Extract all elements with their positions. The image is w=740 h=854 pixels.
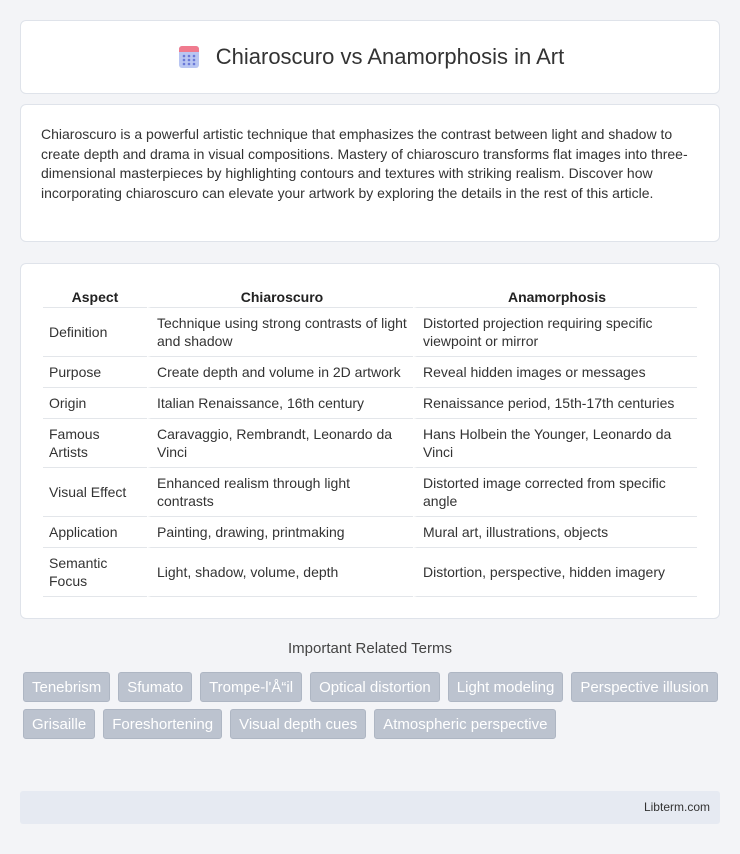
table-cell: Renaissance period, 15th-17th centuries xyxy=(413,388,697,419)
table-row xyxy=(43,468,697,517)
tag-tenebrism[interactable]: Tenebrism xyxy=(23,672,110,702)
header-aspect: Aspect xyxy=(43,284,147,308)
table-cell: Reveal hidden images or messages xyxy=(413,357,697,388)
tag-atmospheric-perspective[interactable]: Atmospheric perspective xyxy=(374,709,556,739)
header-chiaroscuro: Chiaroscuro xyxy=(147,284,413,308)
comparison-table xyxy=(43,284,697,597)
table-cell: Enhanced realism through light contrasts xyxy=(147,468,413,517)
table-cell: Light, shadow, volume, depth xyxy=(147,548,413,597)
table-cell: Hans Holbein the Younger, Leonardo da Vinci xyxy=(413,419,697,468)
table-cell: Visual Effect xyxy=(43,468,147,517)
table-row xyxy=(43,419,697,468)
tag-grisaille[interactable]: Grisaille xyxy=(23,709,95,739)
table-cell: Application xyxy=(43,517,147,548)
footer-brand[interactable]: Libterm.com xyxy=(643,800,710,814)
tag-light-modeling[interactable]: Light modeling xyxy=(448,672,564,702)
table-cell: Semantic Focus xyxy=(43,548,147,597)
table-cell: Distortion, perspective, hidden imagery xyxy=(413,548,697,597)
related-terms-list xyxy=(23,672,723,739)
table-cell: Famous Artists xyxy=(43,419,147,468)
header-anamorphosis: Anamorphosis xyxy=(413,284,697,308)
table-cell: Technique using strong contrasts of light and shadow xyxy=(147,308,413,357)
table-row xyxy=(43,517,697,548)
tag-sfumato[interactable]: Sfumato xyxy=(118,672,192,702)
calculator-grid-icon xyxy=(176,44,202,70)
table-header-row xyxy=(43,284,697,308)
table-cell: Distorted image corrected from specific angle xyxy=(413,468,697,517)
table-cell: Create depth and volume in 2D artwork xyxy=(147,357,413,388)
table-cell: Distorted projection requiring specific viewpoint or mirror xyxy=(413,308,697,357)
intro-card xyxy=(20,104,720,242)
tag-optical-distortion[interactable]: Optical distortion xyxy=(310,672,440,702)
title-card xyxy=(20,20,720,94)
tag-trompe-loeil[interactable]: Trompe-l'Å“il xyxy=(200,672,302,702)
table-row xyxy=(43,548,697,597)
table-cell: Caravaggio, Rembrandt, Leonardo da Vinci xyxy=(147,419,413,468)
table-row xyxy=(43,308,697,357)
tag-perspective-illusion[interactable]: Perspective illusion xyxy=(571,672,717,702)
related-terms-heading: Important Related Terms xyxy=(288,640,452,657)
table-cell: Definition xyxy=(43,308,147,357)
page-title: Chiaroscuro vs Anamorphosis in Art xyxy=(215,44,565,69)
footer xyxy=(20,791,720,824)
tag-visual-depth-cues[interactable]: Visual depth cues xyxy=(230,709,366,739)
table-row xyxy=(43,357,697,388)
intro-text: Chiaroscuro is a powerful artistic technique that emphasizes the contrast between light and shadow to create depth and drama in visual compositions. Mastery of chiaroscuro transforms flat images into three-dimensional masterpieces by highlighting contours and textures with striking realism. Discover how incorporating chiaroscuro can elevate your artwork by exploring the details in the rest of this article. xyxy=(41,126,688,201)
table-cell: Purpose xyxy=(43,357,147,388)
table-row xyxy=(43,388,697,419)
table-cell: Mural art, illustrations, objects xyxy=(413,517,697,548)
table-cell: Italian Renaissance, 16th century xyxy=(147,388,413,419)
tag-foreshortening[interactable]: Foreshortening xyxy=(103,709,222,739)
table-cell: Painting, drawing, printmaking xyxy=(147,517,413,548)
comparison-card xyxy=(20,263,720,619)
table-cell: Origin xyxy=(43,388,147,419)
